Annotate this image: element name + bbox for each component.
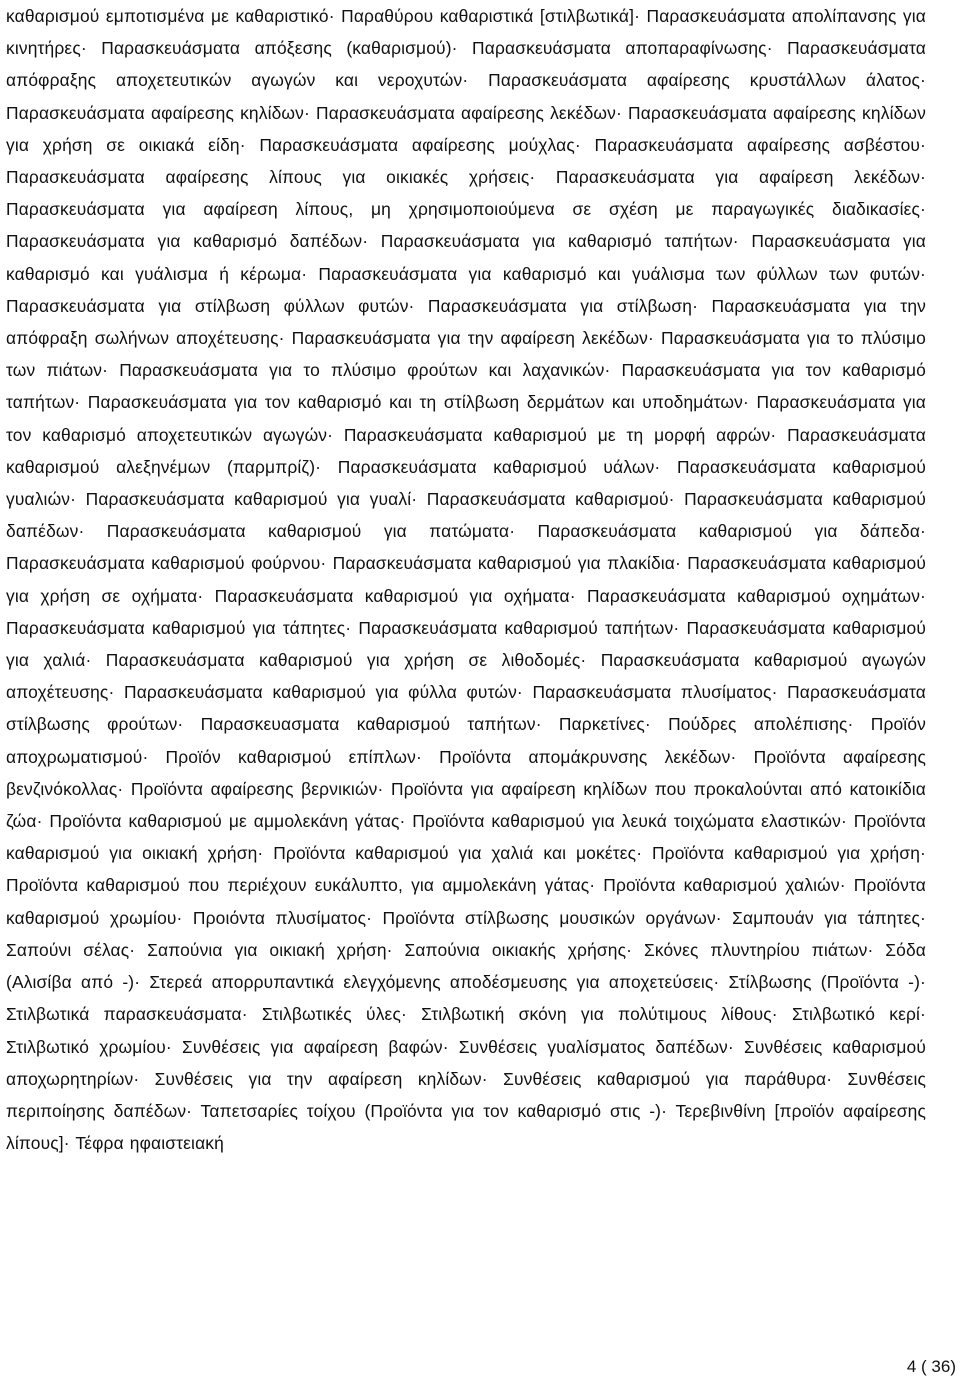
page-number: 4 ( 36) (906, 1357, 956, 1376)
document-page (6, 0, 926, 1387)
body-text: καθαρισμού εμποτισμένα με καθαριστικό· Παραθύρου καθαριστικά [στιλβωτικά]· Παρασκευάσματα απολίπανσης για κινητήρες· Παρασκευάσματα απόξεσης (καθαρισμού)· Παρασκευάσματα αποπαραφίνωσης· Παρασκευάσματα απόφραξης αποχετευτικών αγωγών και νεροχυτών· Παρασκευάσματα αφαίρεσης κρυστάλλων άλατος· Παρασκευάσματα αφαίρεσης κηλίδων· Παρασκευάσματα αφαίρεσης λεκέδων· Παρασκευάσματα αφαίρεσης κηλίδων για χρήση σε οικιακά είδη· Παρασκευάσματα αφαίρεσης μούχλας· Παρασκευάσματα αφαίρεσης ασβέστου· Παρασκευάσματα αφαίρεσης λίπους για οικιακές χρήσεις· Παρασκευάσματα για αφαίρεση λεκέδων· Παρασκευάσματα για αφαίρεση λίπους, μη χρησιμοποιούμενα σε σχέση με παραγωγικές διαδικασίες· Παρασκευάσματα για καθαρισμό δαπέδων· Παρασκευάσματα για καθαρισμό ταπήτων· Παρασκευάσματα για καθαρισμό και γυάλισμα ή κέρωμα· Παρασκευάσματα για καθαρισμό και γυάλισμα των φύλλων των φυτών· Παρασκευάσματα για στίλβωση φύλλων φυτών· Παρασκευάσματα για στίλβωση· Παρασκευάσματα για την απόφραξη σωλήνων αποχέτευσης· Παρασκευάσματα για την αφαίρεση λεκέδων· Παρασκευάσματα για το πλύσιμο των πιάτων· Παρασκευάσματα για το πλύσιμο φρούτων και λαχανικών· Παρασκευάσματα για τον καθαρισμό ταπήτων· Παρασκευάσματα για τον καθαρισμό και τη στίλβωση δερμάτων και υποδημάτων· Παρασκευάσματα για τον καθαρισμό αποχετευτικών αγωγών· Παρασκευάσματα καθαρισμού με τη μορφή αφρών· Παρασκευάσματα καθαρισμού αλεξηνέμων (παρμπρίζ)· Παρασκευάσματα καθαρισμού υάλων· Παρασκευάσματα καθαρισμού γυαλιών· Παρασκευάσματα καθαρισμού για γυαλί· Παρασκευάσματα καθαρισμού· Παρασκευάσματα καθαρισμού δαπέδων· Παρασκευάσματα καθαρισμού για πατώματα· Παρασκευάσματα καθαρισμού για δάπεδα· Παρασκευάσματα καθαρισμού φούρνου· Παρασκευάσματα καθαρισμού για πλακίδια· Παρασκευάσματα καθαρισμού για χρήση σε οχήματα· Παρασκευάσματα καθαρισμού για οχήματα· Παρασκευάσματα καθαρισμού οχημάτων· Παρασκευάσματα καθαρισμού για τάπητες· Παρασκευάσματα καθαρισμού ταπήτων· Παρασκευάσματα καθαρισμού για χαλιά· Παρασκευάσματα καθαρισμού για χρήση σε λιθοδομές· Παρασκευάσματα καθαρισμού αγωγών αποχέτευσης· Παρασκευάσματα καθαρισμού για φύλλα φυτών· Παρασκευάσματα πλυσίματος· Παρασκευάσματα στίλβωσης φρούτων· Παρασκευασματα καθαρισμού ταπήτων· Παρκετίνες· Πούδρες απολέπισης· Προϊόν αποχρωματισμού· Προϊόν καθαρισμού επίπλων· Προϊόντα απομάκρυνσης λεκέδων· Προϊόντα αφαίρεσης βενζινόκολλας· Προϊόντα αφαίρεσης βερνικιών· Προϊόντα για αφαίρεση κηλίδων που προκαλούνται από κατοικίδια ζώα· Προϊόντα καθαρισμού με αμμολεκάνη γάτας· Προϊόντα καθαρισμού για λευκά τοιχώματα ελαστικών· Προϊόντα καθαρισμού για οικιακή χρήση· Προϊόντα καθαρισμού για χαλιά και μοκέτες· Προϊόντα καθαρισμού για χρήση· Προϊόντα καθαρισμού που περιέχουν ευκάλυπτο, για αμμολεκάνη γάτας· Προϊόντα καθαρισμού χαλιών· Προϊόντα καθαρισμού χρωμίου· Προιόντα πλυσίματος· Προϊόντα στίλβωσης μουσικών οργάνων· Σαμπουάν για τάπητες· Σαπούνι σέλας· Σαπούνια για οικιακή χρήση· Σαπούνια οικιακής χρήσης· Σκόνες πλυντηρίου πιάτων· Σόδα (Αλισίβα από -)· Στερεά απορρυπαντικά ελεγχόμενης αποδέσμευσης για αποχετεύσεις· Στίλβωσης (Προϊόντα -)· Στιλβωτικά παρασκευάσματα· Στιλβωτικές ύλες· Στιλβωτική σκόνη για πολύτιμους λίθους· Στιλβωτικό κερί· Στιλβωτικό χρωμίου· Συνθέσεις για αφαίρεση βαφών· Συνθέσεις γυαλίσματος δαπέδων· Συνθέσεις καθαρισμού αποχωρητηρίων· Συνθέσεις για την αφαίρεση κηλίδων· Συνθέσεις καθαρισμού για παράθυρα· Συνθέσεις περιποίησης δαπέδων· Ταπετσαρίες τοίχου (Προϊόντα για τον καθαρισμό στις -)· Τερεβινθίνη [προϊόν αφαίρεσης λίπους]· Τέφρα ηφαιστειακή (6, 6, 926, 1154)
